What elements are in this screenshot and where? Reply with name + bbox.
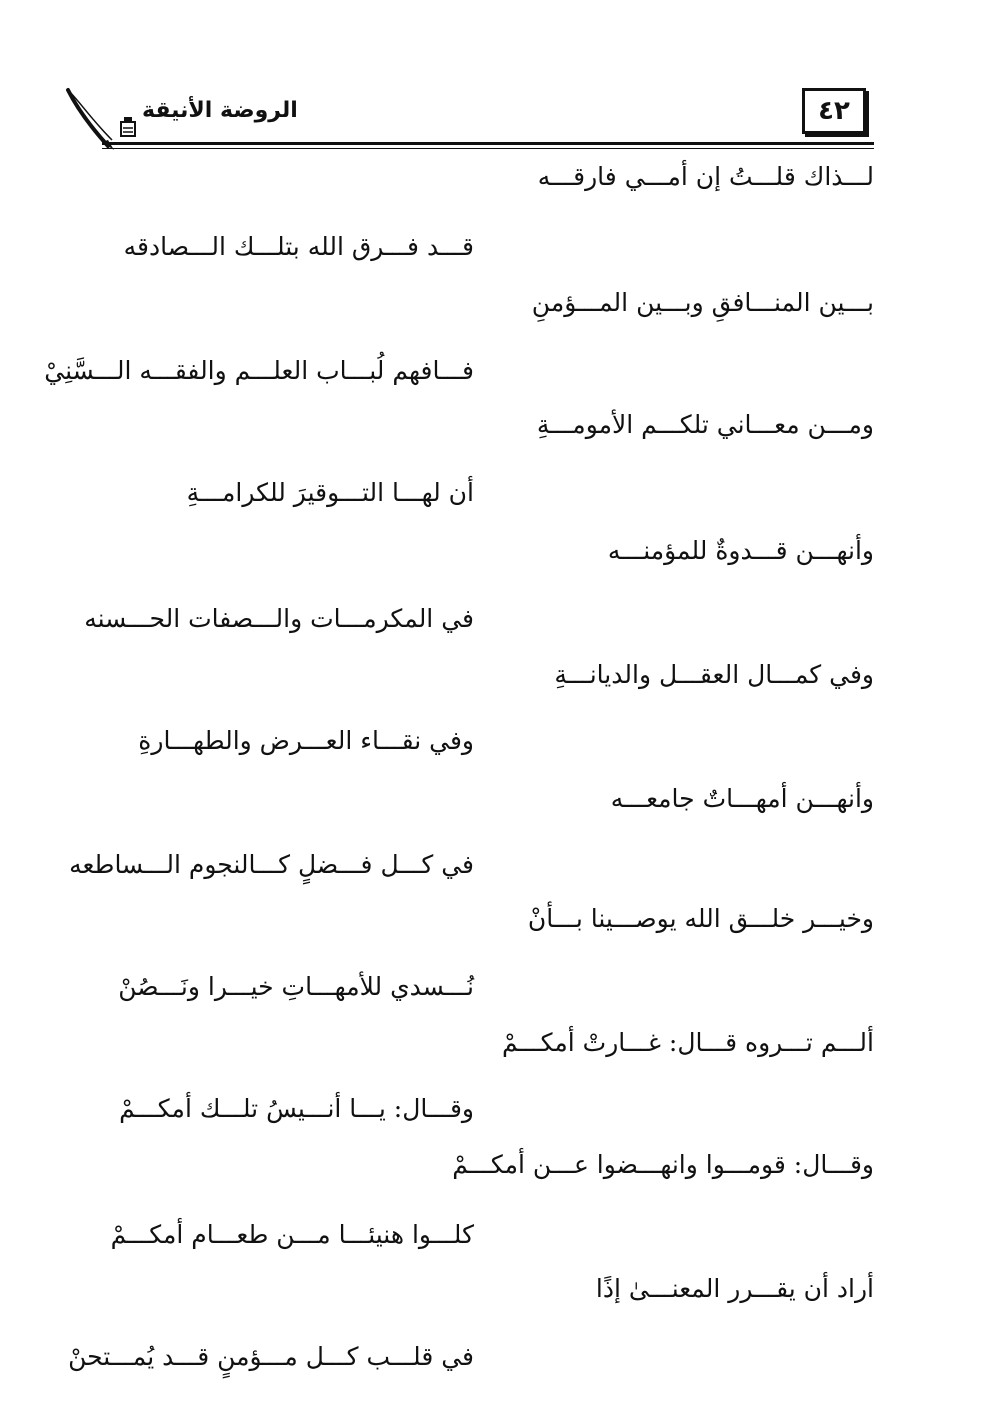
book-title: الروضة الأنيقة [142,98,298,123]
verse-hemistich-12: في كـــل فـــضلٍ كـــالنجوم الـــساطعه [69,850,474,879]
inkwell-icon [118,114,138,138]
verse-hemistich-19: أراد أن يقـــرر المعنـــىٰ إذًا [595,1274,874,1303]
verse-hemistich-11: وأنهـــن أمهـــاتٌ جامعـــه [610,784,874,813]
verse-hemistich-4: فـــافهم لُبـــاب العلـــم والفقـــه الـــسَّنِيْ [44,356,474,385]
verse-hemistich-7: وأنهـــن قـــدوةٌ للمؤمنـــه [607,536,874,565]
page-number: ٤٢ [802,88,866,134]
verse-hemistich-6: أن لهـــا التـــوقيرَ للكرامـــةِ [186,478,474,507]
verse-hemistich-9: وفي كمـــال العقـــل والديانـــةِ [554,660,874,689]
verse-hemistich-1: لـــذاك قلـــتُ إن أمـــي فارقـــه [537,162,874,191]
verse-hemistich-17: وقـــال: قومـــوا وانهـــضوا عـــن أمكـــمْ [452,1150,874,1179]
verse-hemistich-16: وقـــال: يـــا أنـــيسُ تلـــك أمكـــمْ [119,1094,474,1123]
verse-hemistich-15: ألـــم تـــروه قـــال: غـــارتْ أمكـــمْ [501,1028,874,1057]
verse-hemistich-20: في قلـــب كـــل مـــؤمنٍ قـــد يُمـــتحنْ [68,1342,474,1371]
verse-hemistich-18: كلـــوا هنيئـــا مـــن طعـــام أمكـــمْ [110,1220,474,1249]
header-rule [102,142,874,145]
verse-hemistich-2: قـــد فـــرق الله بتلـــك الـــصادقه [123,232,474,261]
verse-hemistich-10: وفي نقـــاء العـــرض والطهـــارةِ [138,726,474,755]
verse-hemistich-3: بـــين المنـــافقِ وبـــين المـــؤمنِ [531,288,874,317]
verse-hemistich-8: في المكرمـــات والـــصفات الحـــسنه [84,604,474,633]
page-header [62,84,874,154]
header-rule-thin [102,148,874,149]
verse-hemistich-13: وخيـــر خلـــق الله يوصـــينا بـــأنْ [527,904,874,933]
verse-hemistich-5: ومـــن معـــاني تلكـــم الأمومـــةِ [536,410,874,439]
verse-hemistich-14: نُـــسدي للأمهـــاتِ خيـــرا ونَـــصُنْ [118,972,474,1001]
